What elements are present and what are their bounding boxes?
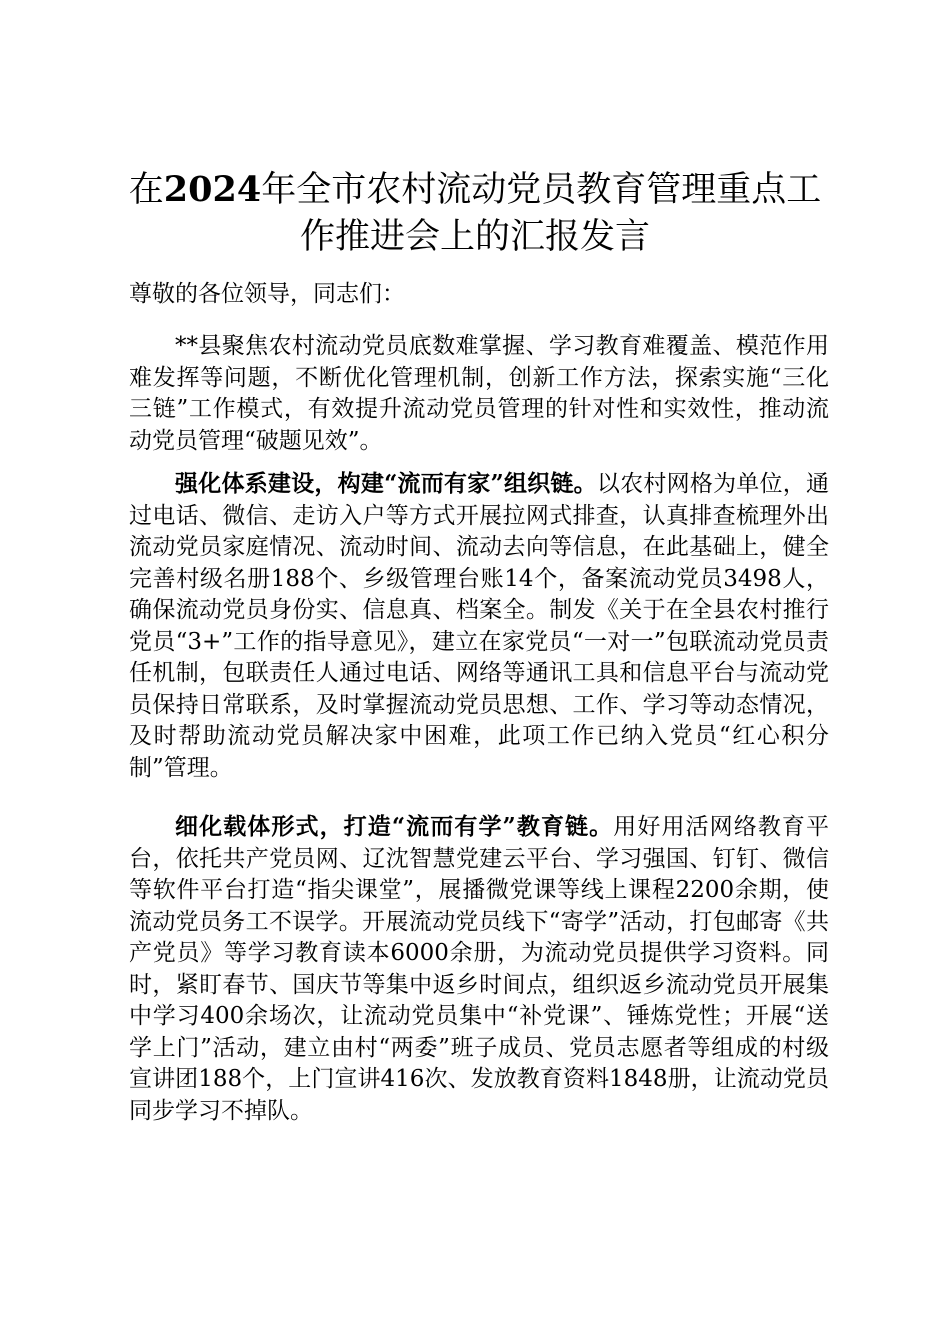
title-prefix: 在: [128, 170, 164, 210]
title-suffix: 年全市农村流动党员教育管理重点工作推进会上的汇报发言: [261, 170, 822, 257]
paragraph-body: 用好用活网络教育平台，依托共产党员网、辽沈智慧党建云平台、学习强国、钉钉、微信等软件平台打造“指尖课堂”，展播微党课等线上课程2200余期，使流动党员务工不误学。开展流动党员线下“寄学”活动，打包邮寄《共产党员》等学习教育读本6000余册，为流动党员提供学习资料。同时，紧盯春节、国庆节等集中返乡时间点，组织返乡流动党员开展集中学习400余场次，让流动党员集中“补党课”、锤炼党性；开展“送学上门”活动，建立由村“两委”班子成员、党员志愿者等组成的村级宣讲团188个，上门宣讲416次、发放教育资料1848册，让流动党员同步学习不掉队。: [129, 814, 829, 1124]
title-year: 2024: [163, 169, 262, 210]
paragraph-education-chain: [129, 811, 829, 1127]
paragraph-body: **县聚焦农村流动党员底数难掌握、学习教育难覆盖、模范作用难发挥等问题，不断优化管理机制，创新工作方法，探索实施“三化三链”工作模式，有效提升流动党员管理的针对性和实效性，推动流动党员管理“破题见效”。: [129, 333, 829, 454]
paragraph-heading: 强化体系建设，构建“流而有家”组织链。: [175, 470, 597, 497]
paragraph-organization-chain: [129, 468, 829, 784]
document-title: [120, 166, 830, 261]
salutation: 尊敬的各位领导，同志们：: [129, 281, 405, 307]
paragraph-intro: [129, 330, 829, 457]
paragraph-body: 以农村网格为单位，通过电话、微信、走访入户等方式开展拉网式排查，认真排查梳理外出流动党员家庭情况、流动时间、流动去向等信息，在此基础上，健全完善村级名册188个、乡级管理台账14个，备案流动党员3498人，确保流动党员身份实、信息真、档案全。制发《关于在全县农村推行党员“3+”工作的指导意见》，建立在家党员“一对一”包联流动党员责任机制，包联责任人通过电话、网络等通讯工具和信息平台与流动党员保持日常联系，及时掌握流动党员思想、工作、学习等动态情况，及时帮助流动党员解决家中困难，此项工作已纳入党员“红心积分制”管理。: [129, 471, 830, 781]
paragraph-heading: 细化载体形式，打造“流而有学”教育链。: [175, 813, 614, 840]
